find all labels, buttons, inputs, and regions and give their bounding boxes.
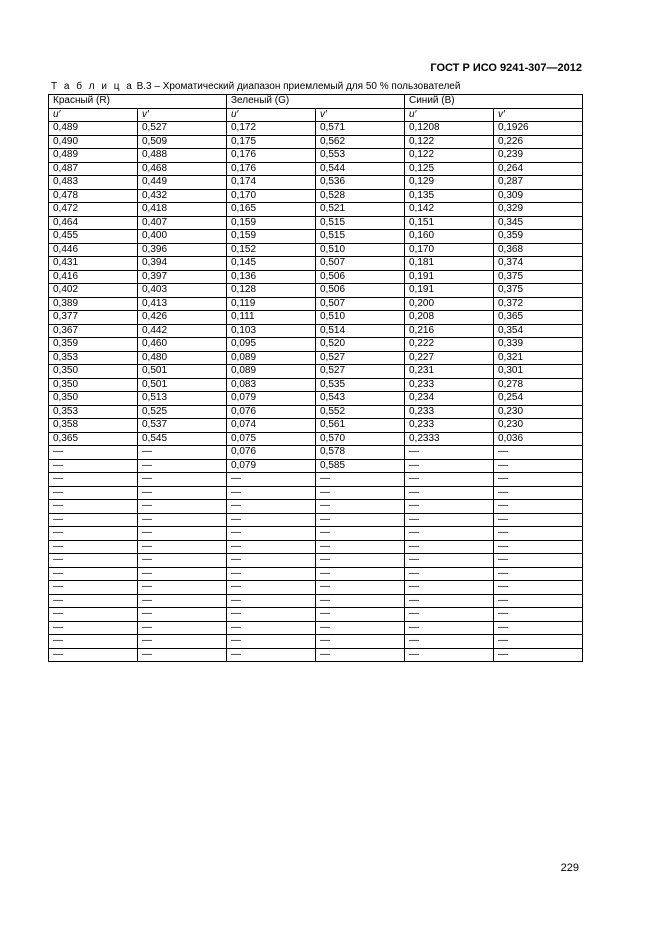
table-cell: 0,367 — [49, 324, 138, 338]
table-cell: 0,174 — [227, 176, 316, 190]
page-number: 229 — [560, 862, 579, 874]
table-cell: — — [316, 527, 405, 541]
table-cell: 0,264 — [494, 162, 583, 176]
table-row — [49, 392, 583, 406]
table-cell: 0,129 — [405, 176, 494, 190]
table-row — [49, 135, 583, 149]
table-cell: — — [49, 648, 138, 662]
group-header-blue: Синий (B) — [405, 95, 583, 109]
table-cell: — — [49, 459, 138, 473]
table-cell: 0,501 — [138, 378, 227, 392]
table-row — [49, 162, 583, 176]
table-cell: 0,233 — [405, 419, 494, 433]
table-cell: 0,375 — [494, 270, 583, 284]
table-cell: 0,489 — [49, 149, 138, 163]
table-cell: 0,181 — [405, 257, 494, 271]
table-cell: 0,480 — [138, 351, 227, 365]
table-cell: 0,165 — [227, 203, 316, 217]
table-cell: 0,389 — [49, 297, 138, 311]
table-cell: 0,520 — [316, 338, 405, 352]
table-cell: 0,159 — [227, 230, 316, 244]
table-cell: — — [227, 635, 316, 649]
table-cell: — — [227, 594, 316, 608]
table-cell: 0,083 — [227, 378, 316, 392]
table-cell: 0,544 — [316, 162, 405, 176]
table-cell: 0,365 — [494, 311, 583, 325]
table-cell: — — [405, 621, 494, 635]
table-cell: — — [405, 527, 494, 541]
table-cell: 0,353 — [49, 351, 138, 365]
table-cell: — — [49, 446, 138, 460]
table-cell: 0,513 — [138, 392, 227, 406]
table-cell: 0,483 — [49, 176, 138, 190]
table-cell: — — [138, 513, 227, 527]
table-cell: 0,489 — [49, 122, 138, 136]
table-cell: — — [49, 513, 138, 527]
table-cell: 0,525 — [138, 405, 227, 419]
table-cell: 0,359 — [494, 230, 583, 244]
table-row — [49, 297, 583, 311]
table-cell: 0,111 — [227, 311, 316, 325]
table-cell: — — [227, 500, 316, 514]
table-cell: 0,1926 — [494, 122, 583, 136]
table-cell: — — [49, 621, 138, 635]
table-cell: 0,208 — [405, 311, 494, 325]
table-cell: 0,418 — [138, 203, 227, 217]
table-row — [49, 338, 583, 352]
table-cell: 0,089 — [227, 351, 316, 365]
table-cell: — — [138, 540, 227, 554]
table-row — [49, 621, 583, 635]
table-cell: — — [316, 635, 405, 649]
table-cell: 0,449 — [138, 176, 227, 190]
table-cell: — — [227, 527, 316, 541]
subheader-cell: v′ — [316, 108, 405, 122]
table-cell: 0,353 — [49, 405, 138, 419]
table-cell: 0,122 — [405, 135, 494, 149]
table-cell: 0,122 — [405, 149, 494, 163]
table-cell: 0,287 — [494, 176, 583, 190]
table-cell: 0,468 — [138, 162, 227, 176]
table-cell: 0,553 — [316, 149, 405, 163]
table-cell: 0,329 — [494, 203, 583, 217]
table-cell: — — [138, 446, 227, 460]
table-cell: 0,233 — [405, 378, 494, 392]
table-cell: 0,074 — [227, 419, 316, 433]
table-cell: — — [494, 567, 583, 581]
table-cell: — — [316, 486, 405, 500]
table-row — [49, 405, 583, 419]
table-row — [49, 149, 583, 163]
table-cell: 0,103 — [227, 324, 316, 338]
table-cell: 0,478 — [49, 189, 138, 203]
table-row — [49, 540, 583, 554]
table-cell: 0,354 — [494, 324, 583, 338]
subheader-cell: v′ — [494, 108, 583, 122]
table-cell: 0,552 — [316, 405, 405, 419]
table-cell: — — [49, 527, 138, 541]
table-cell: 0,089 — [227, 365, 316, 379]
table-cell: — — [316, 621, 405, 635]
table-cell: 0,407 — [138, 216, 227, 230]
table-cell: 0,446 — [49, 243, 138, 257]
table-cell: 0,515 — [316, 230, 405, 244]
table-cell: 0,227 — [405, 351, 494, 365]
table-cell: — — [316, 513, 405, 527]
table-row — [49, 554, 583, 568]
table-cell: 0,528 — [316, 189, 405, 203]
table-cell: 0,527 — [138, 122, 227, 136]
table-cell: 0,570 — [316, 432, 405, 446]
table-cell: 0,170 — [405, 243, 494, 257]
table-row — [49, 257, 583, 271]
table-cell: 0,145 — [227, 257, 316, 271]
table-row — [49, 594, 583, 608]
table-row — [49, 432, 583, 446]
table-cell: 0,222 — [405, 338, 494, 352]
table-cell: — — [138, 486, 227, 500]
table-cell: — — [49, 473, 138, 487]
table-cell: — — [405, 567, 494, 581]
table-cell: 0,233 — [405, 405, 494, 419]
table-cell: 0,234 — [405, 392, 494, 406]
table-cell: 0,345 — [494, 216, 583, 230]
table-cell: 0,455 — [49, 230, 138, 244]
table-cell: — — [227, 608, 316, 622]
table-row — [49, 581, 583, 595]
table-caption-text: В.3 – Хроматический диапазон приемлемый для 50 % пользователей — [136, 81, 461, 92]
table-row — [49, 189, 583, 203]
table-row — [49, 419, 583, 433]
table-cell: — — [49, 594, 138, 608]
table-cell: 0,368 — [494, 243, 583, 257]
table-cell: — — [227, 581, 316, 595]
table-row — [49, 378, 583, 392]
table-cell: 0,076 — [227, 405, 316, 419]
table-row — [49, 446, 583, 460]
standard-header: ГОСТ Р ИСО 9241-307—2012 — [430, 62, 582, 74]
table-cell: 0,416 — [49, 270, 138, 284]
table-row — [49, 513, 583, 527]
table-cell: 0,543 — [316, 392, 405, 406]
table-cell: 0,571 — [316, 122, 405, 136]
table-cell: 0,339 — [494, 338, 583, 352]
table-cell: 0,095 — [227, 338, 316, 352]
table-cell: — — [405, 459, 494, 473]
table-cell: 0,358 — [49, 419, 138, 433]
table-cell: 0,170 — [227, 189, 316, 203]
table-cell: — — [138, 581, 227, 595]
table-cell: 0,309 — [494, 189, 583, 203]
table-cell: 0,535 — [316, 378, 405, 392]
table-row — [49, 567, 583, 581]
table-cell: — — [405, 513, 494, 527]
table-cell: — — [494, 581, 583, 595]
table-cell: — — [405, 635, 494, 649]
table-cell: — — [227, 648, 316, 662]
table-row — [49, 284, 583, 298]
table-cell: 0,514 — [316, 324, 405, 338]
table-cell: — — [494, 527, 583, 541]
table-cell: — — [316, 648, 405, 662]
table-row — [49, 459, 583, 473]
table-cell: 0,464 — [49, 216, 138, 230]
table-cell: 0,403 — [138, 284, 227, 298]
table-cell: — — [494, 540, 583, 554]
table-cell: — — [494, 513, 583, 527]
table-cell: — — [138, 648, 227, 662]
table-cell: — — [49, 608, 138, 622]
table-cell: — — [405, 581, 494, 595]
table-row — [49, 473, 583, 487]
group-header-green: Зеленый (G) — [227, 95, 405, 109]
table-cell: — — [138, 500, 227, 514]
table-cell: — — [405, 473, 494, 487]
table-cell: 0,079 — [227, 392, 316, 406]
table-row — [49, 351, 583, 365]
table-row — [49, 635, 583, 649]
table-cell: 0,506 — [316, 284, 405, 298]
subheader-cell: u′ — [49, 108, 138, 122]
table-cell: 0,142 — [405, 203, 494, 217]
table-cell: 0,501 — [138, 365, 227, 379]
table-cell: — — [405, 608, 494, 622]
table-cell: 0,2333 — [405, 432, 494, 446]
table-cell: 0,350 — [49, 365, 138, 379]
table-row — [49, 527, 583, 541]
table-cell: — — [494, 486, 583, 500]
table-cell: 0,394 — [138, 257, 227, 271]
table-cell: 0,172 — [227, 122, 316, 136]
table-cell: — — [138, 594, 227, 608]
table-cell: — — [494, 500, 583, 514]
table-cell: 0,432 — [138, 189, 227, 203]
table-cell: — — [49, 635, 138, 649]
table-row — [49, 243, 583, 257]
table-row — [49, 203, 583, 217]
table-cell: — — [138, 473, 227, 487]
table-cell: 0,175 — [227, 135, 316, 149]
table-cell: 0,216 — [405, 324, 494, 338]
table-cell: — — [316, 500, 405, 514]
table-cell: 0,585 — [316, 459, 405, 473]
table-cell: — — [494, 473, 583, 487]
table-cell: 0,191 — [405, 284, 494, 298]
table-cell: 0,396 — [138, 243, 227, 257]
table-row — [49, 486, 583, 500]
table-group-header-row — [49, 95, 583, 109]
table-caption — [51, 81, 460, 92]
table-cell: 0,036 — [494, 432, 583, 446]
table-cell: — — [405, 500, 494, 514]
table-cell: 0,079 — [227, 459, 316, 473]
table-row — [49, 176, 583, 190]
table-cell: 0,230 — [494, 405, 583, 419]
table-cell: 0,119 — [227, 297, 316, 311]
table-cell: 0,487 — [49, 162, 138, 176]
table-cell: 0,365 — [49, 432, 138, 446]
table-cell: — — [405, 648, 494, 662]
table-cell: 0,510 — [316, 243, 405, 257]
table-cell: — — [138, 554, 227, 568]
table-cell: 0,372 — [494, 297, 583, 311]
table-cell: 0,506 — [316, 270, 405, 284]
table-cell: 0,488 — [138, 149, 227, 163]
table-cell: — — [405, 540, 494, 554]
table-cell: 0,350 — [49, 392, 138, 406]
group-header-red: Красный (R) — [49, 95, 227, 109]
table-cell: 0,076 — [227, 446, 316, 460]
table-cell: — — [494, 446, 583, 460]
table-cell: 0,075 — [227, 432, 316, 446]
table-cell: 0,507 — [316, 257, 405, 271]
table-cell: 0,515 — [316, 216, 405, 230]
table-row — [49, 324, 583, 338]
table-cell: 0,226 — [494, 135, 583, 149]
table-subheader-row — [49, 108, 583, 122]
table-cell: 0,239 — [494, 149, 583, 163]
table-cell: — — [316, 540, 405, 554]
table-cell: — — [49, 567, 138, 581]
table-cell: 0,301 — [494, 365, 583, 379]
table-cell: 0,442 — [138, 324, 227, 338]
table-cell: 0,431 — [49, 257, 138, 271]
table-cell: 0,176 — [227, 162, 316, 176]
table-cell: — — [49, 500, 138, 514]
table-row — [49, 648, 583, 662]
table-cell: 0,537 — [138, 419, 227, 433]
table-cell: — — [316, 594, 405, 608]
table-cell: — — [138, 459, 227, 473]
table-cell: 0,402 — [49, 284, 138, 298]
table-cell: — — [138, 635, 227, 649]
table-cell: — — [138, 567, 227, 581]
table-cell: 0,527 — [316, 365, 405, 379]
table-cell: 0,561 — [316, 419, 405, 433]
table-cell: 0,397 — [138, 270, 227, 284]
table-cell: 0,536 — [316, 176, 405, 190]
table-cell: 0,460 — [138, 338, 227, 352]
table-cell: 0,159 — [227, 216, 316, 230]
table-cell: 0,562 — [316, 135, 405, 149]
table-cell: — — [316, 581, 405, 595]
table-cell: 0,200 — [405, 297, 494, 311]
table-cell: 0,125 — [405, 162, 494, 176]
table-cell: 0,472 — [49, 203, 138, 217]
table-row — [49, 311, 583, 325]
table-cell: 0,510 — [316, 311, 405, 325]
table-cell: 0,413 — [138, 297, 227, 311]
table-cell: — — [49, 540, 138, 554]
table-cell: 0,152 — [227, 243, 316, 257]
table-cell: — — [49, 581, 138, 595]
table-cell: 0,527 — [316, 351, 405, 365]
table-row — [49, 365, 583, 379]
table-cell: — — [227, 513, 316, 527]
table-cell: 0,135 — [405, 189, 494, 203]
table-cell: 0,278 — [494, 378, 583, 392]
table-cell: 0,426 — [138, 311, 227, 325]
table-cell: — — [494, 594, 583, 608]
table-cell: 0,1208 — [405, 122, 494, 136]
table-cell: 0,350 — [49, 378, 138, 392]
table-cell: — — [227, 473, 316, 487]
table-cell: — — [49, 486, 138, 500]
table-cell: 0,578 — [316, 446, 405, 460]
table-cell: — — [227, 567, 316, 581]
table-row — [49, 230, 583, 244]
table-cell: 0,377 — [49, 311, 138, 325]
table-cell: 0,136 — [227, 270, 316, 284]
table-cell: 0,374 — [494, 257, 583, 271]
table-cell: 0,176 — [227, 149, 316, 163]
table-cell: 0,231 — [405, 365, 494, 379]
subheader-cell: u′ — [405, 108, 494, 122]
table-cell: — — [494, 648, 583, 662]
table-cell: 0,128 — [227, 284, 316, 298]
table-caption-prefix: Т а б л и ц а — [51, 81, 134, 92]
table-cell: — — [494, 554, 583, 568]
table-cell: — — [494, 608, 583, 622]
table-cell: — — [138, 621, 227, 635]
table-body — [49, 122, 583, 662]
table-cell: 0,545 — [138, 432, 227, 446]
table-cell: 0,359 — [49, 338, 138, 352]
table-cell: 0,521 — [316, 203, 405, 217]
chromaticity-table-container — [48, 94, 580, 662]
table-cell: — — [138, 527, 227, 541]
table-cell: 0,151 — [405, 216, 494, 230]
table-row — [49, 122, 583, 136]
table-cell: 0,230 — [494, 419, 583, 433]
table-cell: 0,509 — [138, 135, 227, 149]
table-cell: — — [494, 621, 583, 635]
table-cell: — — [227, 621, 316, 635]
table-cell: — — [316, 567, 405, 581]
table-row — [49, 500, 583, 514]
table-cell: 0,375 — [494, 284, 583, 298]
subheader-cell: v′ — [138, 108, 227, 122]
table-cell: — — [49, 554, 138, 568]
table-row — [49, 270, 583, 284]
table-cell: — — [494, 459, 583, 473]
table-cell: — — [316, 473, 405, 487]
table-cell: — — [405, 594, 494, 608]
table-cell: — — [405, 486, 494, 500]
table-cell: 0,254 — [494, 392, 583, 406]
table-cell: — — [494, 635, 583, 649]
table-cell: 0,400 — [138, 230, 227, 244]
table-row — [49, 608, 583, 622]
table-cell: — — [405, 446, 494, 460]
table-cell: 0,321 — [494, 351, 583, 365]
table-row — [49, 216, 583, 230]
table-cell: 0,507 — [316, 297, 405, 311]
table-cell: — — [227, 554, 316, 568]
table-cell: — — [138, 608, 227, 622]
table-cell: 0,191 — [405, 270, 494, 284]
table-cell: — — [227, 540, 316, 554]
table-cell: 0,490 — [49, 135, 138, 149]
table-cell: — — [405, 554, 494, 568]
table-cell: — — [316, 608, 405, 622]
table-cell: 0,160 — [405, 230, 494, 244]
table-cell: — — [316, 554, 405, 568]
subheader-cell: u′ — [227, 108, 316, 122]
table-cell: — — [227, 486, 316, 500]
chromaticity-table — [48, 94, 583, 662]
